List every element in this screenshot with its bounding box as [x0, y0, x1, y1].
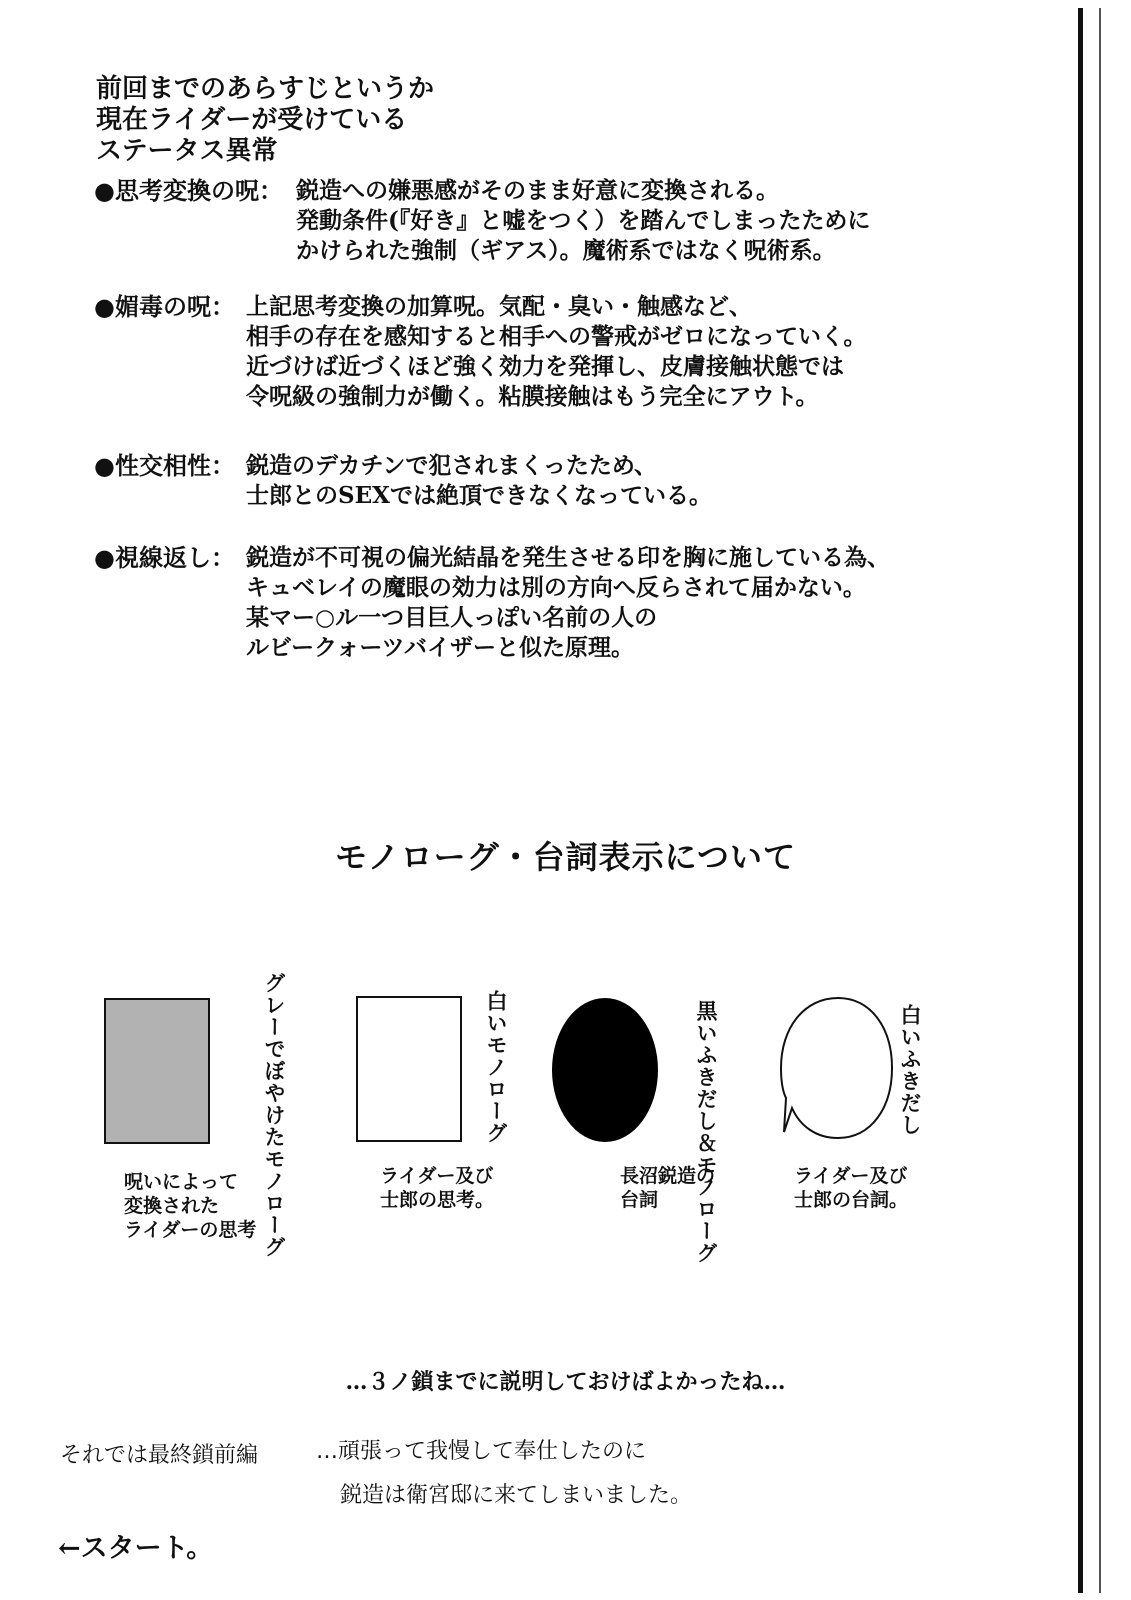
caption-line: ライダーの思考 [124, 1219, 257, 1241]
caption-line: ライダー及び [794, 1165, 908, 1187]
status-desc-sexual-compatibility [246, 451, 712, 511]
status-term-gaze-reflection: ●視線返し： [94, 543, 235, 572]
status-line: 令呪級の強制力が働く。粘膜接触はもう完全にアウト。 [246, 383, 819, 410]
caption-line: 呪いによって [124, 1171, 239, 1193]
caption-line: 長沼鋭造の [620, 1165, 716, 1187]
legend-caption-black-bubble [620, 1164, 715, 1212]
start-label: ←スタート。 [58, 1533, 214, 1564]
caption-line: 士郎の思考。 [380, 1189, 495, 1211]
legend-label-white-monologue: 白いモノローグ [484, 990, 509, 1144]
status-desc-aphrodisiac-curse [246, 292, 867, 412]
caption-line: 台詞 [620, 1189, 659, 1211]
intro-line: ステータス異常 [96, 136, 278, 166]
status-line: 上記思考変換の加算呪。気配・臭い・触感など、 [246, 293, 752, 320]
status-line: 発動条件(『好き』と嘘をつく）を踏んでしまったために [296, 207, 871, 234]
status-line: 士郎とのSEXでは絶頂できなくなっている。 [246, 482, 712, 509]
binding-edge-line [1078, 8, 1083, 1593]
closing-left: それでは最終鎖前編 [60, 1443, 259, 1468]
legend-label-black-bubble: 黒いふきだし＆モノローグ [694, 1000, 719, 1264]
black-bubble-swatch [550, 996, 660, 1144]
caption-line: 変換された [124, 1195, 220, 1217]
status-line: 鋭造への嫌悪感がそのまま好意に変換される。 [296, 177, 779, 204]
status-line: キュベレイの魔眼の効力は別の方向へ反らされて届かない。 [246, 574, 866, 601]
status-term-thought-conversion: ●思考変換の呪： [94, 176, 283, 205]
legend-caption-white-bubble [794, 1164, 908, 1212]
caption-line: 士郎の台詞。 [794, 1189, 909, 1211]
status-desc-gaze-reflection [246, 543, 890, 663]
status-line: かけられた強制（ギアス）。魔術系ではなく呪術系。 [296, 237, 836, 264]
closing-line-1: …頑張って我慢して奉仕したのに [316, 1439, 647, 1464]
status-line: 鋭造が不可視の偏光結晶を発生させる印を胸に施している為、 [246, 544, 890, 571]
intro-line: 前回までのあらすじというか [96, 74, 435, 104]
white-monologue-swatch [356, 996, 462, 1142]
closing-line-2: 鋭造は衛宮邸に来てしまいました。 [340, 1483, 693, 1508]
binding-edge-line-thin [1099, 8, 1101, 1593]
section-heading: モノローグ・台詞表示について [334, 838, 797, 876]
status-term-aphrodisiac-curse: ●媚毒の呪： [94, 292, 235, 321]
status-term-sexual-compatibility: ●性交相性： [94, 451, 235, 480]
intro-line: 現在ライダーが受けている [96, 105, 408, 135]
legend-caption-gray-monologue [124, 1170, 256, 1242]
caption-line: ライダー及び [380, 1165, 494, 1187]
status-line: 相手の存在を感知すると相手への警戒がゼロになっていく。 [246, 323, 867, 350]
status-line: 鋭造のデカチンで犯されまくったため、 [246, 452, 658, 479]
gray-monologue-swatch [104, 998, 210, 1144]
legend-caption-white-monologue [380, 1164, 494, 1212]
intro-block [96, 74, 434, 167]
status-line: ルビークォーツバイザーと似た原理。 [246, 634, 635, 661]
status-line: 近づけば近づくほど強く効力を発揮し、皮膚接触状態では [246, 353, 844, 380]
white-speech-bubble-swatch [776, 994, 896, 1144]
status-line: 某マー○ル一つ目巨人っぽい名前の人の [246, 604, 658, 631]
legend-label-white-bubble: 白いふきだし [898, 1004, 923, 1136]
aside-note: …３ノ鎖までに説明しておけばよかったね… [345, 1369, 786, 1395]
status-desc-thought-conversion [296, 176, 870, 266]
legend-label-gray-monologue: グレーでぼやけたモノローグ [262, 972, 287, 1258]
